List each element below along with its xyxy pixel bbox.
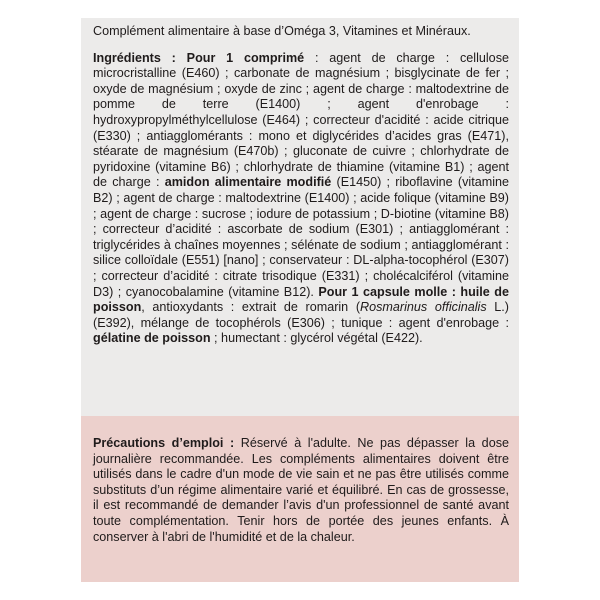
- product-description: Complément alimentaire à base d’Oméga 3, Vitamines et Minéraux.: [93, 24, 471, 38]
- ingredients-label: Ingrédients : Pour 1 comprimé: [93, 50, 305, 65]
- precautions-section: [81, 416, 519, 582]
- precautions-text: Précautions d’emploi : Réservé à l'adulte. Ne pas dépasser la dose journalière recommandée. Les compléments alimentaires doivent être utilisés dans le cadre d'un mode de vie sain et ne pas être utilisés comme substituts d’un régime alimentaire varié et équilibré. En cas de grossesse, il est recommandé de demander l’avis d'un professionnel de santé avant toute complémentation. Tenir hors de portée des jeunes enfants. À conserver à l'abri de l'humidité et de la chaleur.: [93, 436, 509, 544]
- ingredients-section: [81, 18, 519, 416]
- ingredients-text: Ingrédients : Pour 1 comprimé : agent de charge : cellulose microcristalline (E460) ; carbonate de magnésium ; bisglycinate de fer ; oxyde de magnésium ; oxyde de zinc ; agent de charge : maltodextrine de pomme de terre (E1400) ; agent d'enrobage : hydroxypropylméthylcellulose (E464) ; correcteur d'acidité : acide citrique (E330) ; antiagglomérants : mono et diglycérides d’acides gras (E471), stéarate de magnésium (E470b) ; gluconate de cuivre ; chlorhydrate de pyridoxine (vitamine B6) ; chlorhydrate de thiamine (vitamine B1) ; agent de charge : amidon alimentaire modifié (E1450) ; riboflavine (vitamine B2) ; agent de charge : maltodextrine (E1400) ; acide folique (vitamine B9) ; agent de charge : sucrose ; iodure de potassium ; D-biotine (vitamine B8) ; correcteur d’acidité : ascorbate de sodium (E301) ; antiagglomérant : triglycérides à chaînes moyennes ; sélénate de sodium ; antiagglomérant : silice colloïdale (E551) [nano] ; conservateur : DL-alpha-tocophérol (E307) ; correcteur d’acidité : citrate trisodique (E331) ; cholécalciférol (vitamine D3) ; cyanocobalamine (vitamine B12). Pour 1 capsule molle : huile de poisson, antioxydants : extrait de romarin (Rosmarinus officinalis L.) (E392), mélange de tocophérols (E306) ; tunique : agent d'enrobage : gélatine de poisson ; humectant : glycérol végétal (E422).: [93, 50, 510, 346]
- softgel-label: Pour 1 capsule molle : huile de poisson: [93, 284, 509, 315]
- product-label-panel: [81, 18, 519, 582]
- precautions-label: Précautions d’emploi :: [93, 436, 235, 450]
